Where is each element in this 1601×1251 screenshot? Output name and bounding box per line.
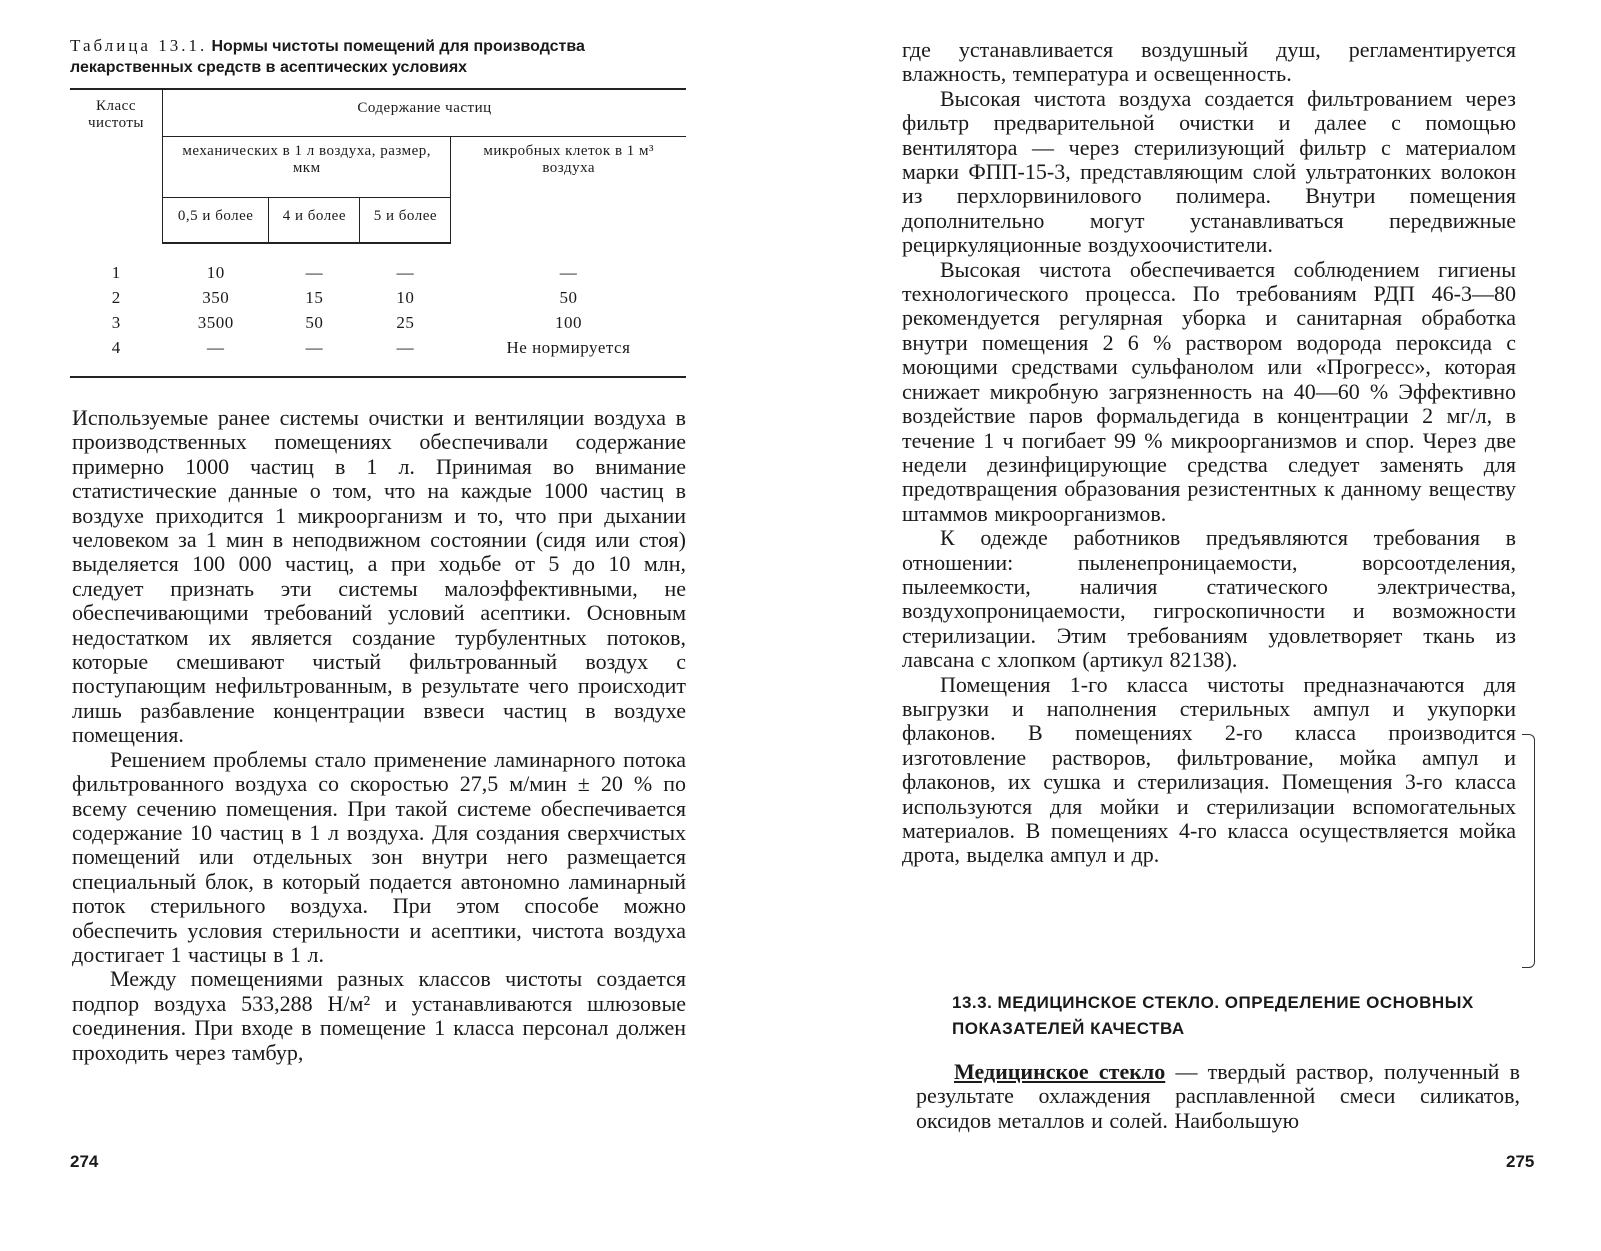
table-row [70, 243, 686, 285]
table-cell: 100 [554, 313, 582, 332]
table-cell: 15 [305, 288, 324, 307]
paragraph: Используемые ранее системы очистки и вентиляции воздуха в производственных помещениях обеспечивали содержание примерно 1000 частиц в 1 л. Принимая во внимание статистические данные о том, что на каждые 1000 частиц в воздухе приходится 1 микроорганизм и то, что при дыхании человеком за 1 мин в неподвижном состоянии (сидя или стоя) выделяется 100 000 частиц, а при ходьбе от 5 до 10 млн, следует признать эти системы малоэффективными, не обеспечивающими требований условий асептики. Основным недостатком их является создание турбулентных потоков, которые смешивают чистый фильтрованный воздух с поступающим нефильтрованным, в результате чего происходит лишь разбавление концентрации взвеси частиц в воздухе помещения. [72, 405, 686, 748]
table-caption-number: Таблица 13.1. [70, 36, 208, 55]
left-body-text [72, 406, 686, 1065]
table-cell: — [269, 335, 360, 377]
table-cell: — [163, 335, 269, 377]
section-heading: 13.3. МЕДИЦИНСКОЕ СТЕКЛО. ОПРЕДЕЛЕНИЕ ОСНОВНЫХ ПОКАЗАТЕЛЕЙ КАЧЕСТВА [952, 993, 1474, 1038]
header-size-5: 5 и более [360, 198, 451, 244]
table-cell: 10 [396, 288, 415, 307]
paragraph: К одежде работников предъявляются требования в отношении: пыленепроницаемости, ворсоотделения, пылеемкости, наличия статического электричества, воздухопроницаемости, гигроскопичности и возможности стерилизации. Этим требованиям удовлетворяет ткань из лавсана с хлопком (артикул 82138). [902, 525, 1516, 673]
paragraph: Между помещениями разных классов чистоты создается подпор воздуха 533,288 Н/м² и устанавливаются шлюзовые соединения. При входе в помещение 1 класса персонал должен проходить через тамбур, [72, 966, 686, 1065]
margin-bracket-mark [1522, 734, 1535, 968]
header-mechanical: механических в 1 л воздуха, размер, мкм [163, 137, 451, 198]
table-row [70, 335, 686, 377]
table-cell: 2 [111, 288, 121, 307]
defined-term: Медицинское стекло [954, 1059, 1166, 1084]
table-cell: 50 [559, 288, 578, 307]
table-cell: 1 [111, 262, 121, 282]
table-cell: — [360, 335, 451, 377]
table-cell: 350 [202, 288, 230, 307]
header-size-05: 0,5 и более [163, 198, 269, 244]
page-number-left: 274 [70, 1152, 99, 1171]
table-cell: 4 [70, 335, 163, 377]
paragraph: Решением проблемы стало применение ламинарного потока фильтрованного воздуха со скоростью 27,5 м/мин ± 20 % по всему сечению помещения. При такой системе обеспечивается содержание 10 частиц в 1 л воздуха. Для создания сверхчистых помещений или отдельных зон внутри него размещается специальный блок, в который подается автономно ламинарный поток стерильного воздуха. При этом способе можно обеспечить условия стерильности и асептики, чистота воздуха достигает 1 частицы в 1 л. [72, 746, 686, 967]
header-size-4: 4 и более [269, 198, 360, 244]
table-cell: — [396, 263, 415, 282]
paragraph [916, 1060, 1520, 1133]
right-page [800, 0, 1601, 1251]
table-cell: 3500 [197, 313, 234, 332]
table-caption [70, 36, 690, 78]
paragraph: где устанавливается воздушный душ, регламентируется влажность, температура и освещенность. [902, 37, 1516, 87]
table-cell: 3 [111, 313, 121, 332]
header-particles: Содержание частиц [163, 89, 687, 137]
table-cell: 50 [305, 313, 324, 332]
header-microbial: микробных клеток в 1 м³ воздуха [483, 143, 655, 176]
paragraph: Высокая чистота воздуха создается фильтрованием через фильтр предварительной очистки и далее с помощью вентилятора — через стерилизующий фильтр с материалом марки ФПП-15-3, представляющим слой ультратонких волокон из перхлорвинилового полимера. Внутри помещения дополнительно могут устанавливаться передвижные рециркуляционные воздухоочистители. [902, 85, 1516, 258]
section-body-text [916, 1060, 1520, 1133]
page-number-right: 275 [1506, 1152, 1535, 1171]
paragraph: Помещения 1-го класса чистоты предназначаются для выгрузки и наполнения стерильных ампул и укупорки флаконов. В помещениях 2-го класса производится изготовление растворов, фильтрование, мойка ампул и флаконов, их сушка и стерилизация. Помещения 3-го класса используются для мойки и стерилизации вспомогательных материалов. В помещениях 4-го класса осуществляется мойка дрота, выделка ампул и др. [902, 671, 1516, 868]
table-cell: — [559, 262, 578, 282]
table-cell: — [305, 263, 324, 282]
table-cell: 10 [206, 263, 225, 282]
left-page [0, 0, 800, 1251]
table-row [70, 285, 686, 310]
cleanliness-norms-table [70, 88, 686, 378]
right-body-text [902, 38, 1516, 868]
paragraph: Высокая чистота обеспечивается соблюдением гигиены технологического процесса. По требованиям РДП 46-3—80 рекомендуется регулярная уборка и санитарная обработка внутри помещения 2 6 % раствором водорода пероксида с моющими средствами сульфанолом или «Прогресс», которая снижает микробную загрязненность на 40—60 % Эффективно воздействие паров формальдегида в концентрации 2 мг/л, в течение 1 ч погибает 99 % микроорганизмов и спор. Через две недели дезинфицирующие средства следует заменять для предотвращения образования резистентных к данному веществу штаммов микроорганизмов. [902, 256, 1516, 526]
table-cell: 25 [396, 313, 415, 332]
table-row [70, 310, 686, 335]
header-class: Класс чистоты [70, 89, 163, 243]
table-caption-title: Нормы чистоты помещений для производства лекарственных средств в асептических условиях [70, 38, 585, 76]
table-cell: Не нормируется [451, 335, 686, 377]
definition-text: — твердый раствор, полученный в результате охлаждения расплавленной смеси силикатов, оксидов металлов и солей. Наибольшую [916, 1059, 1520, 1133]
